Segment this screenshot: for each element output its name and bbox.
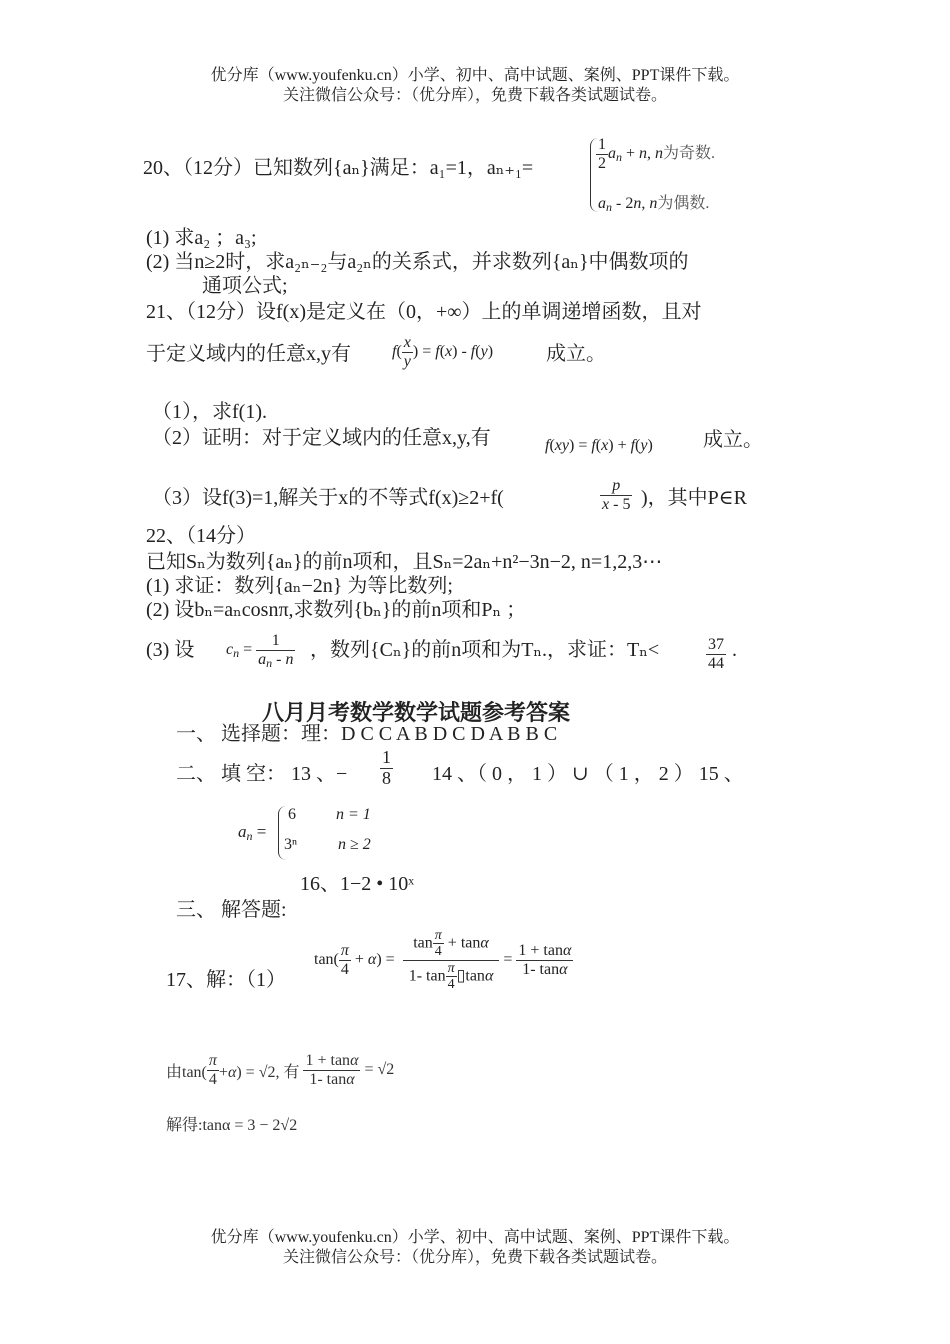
- q20-part2-cont: 通项公式;: [202, 275, 288, 297]
- q17-by-line-text: [166, 1052, 167, 1053]
- q22-stem: 22、（14分）: [146, 525, 256, 547]
- q21-part3-frac: $\frac{p}{x - 5}$: [602, 477, 631, 513]
- q21-line2-text: 于定义域内的任意x,y有: [146, 343, 351, 365]
- q17-solve-line: 解得:tanα = 3 − 2√2: [166, 1117, 298, 1134]
- q21-part3: （3）设f(3)=1,解关于x的不等式f(x)≥2+f(: [152, 487, 504, 509]
- q21-line2-end: 成立。: [546, 343, 606, 365]
- q17-by-line: 由tan( $\frac{\pi}{4}$ +α) = √2, 有 $\frac{1 + \tan\alpha}{1- \tan\alpha}$ = √2: [166, 1052, 395, 1088]
- q20-stem: 20、（12分）已知数列{aₙ}满足：a₁=1，aₙ₊₁=: [143, 157, 534, 179]
- answers-fill: [176, 762, 347, 786]
- answers-choice: 一、 选择题：理：D C C A B D C D A B B C: [176, 723, 558, 745]
- q22-part3-end: .: [732, 639, 737, 661]
- footer-line-1: 优分库（www.youfenku.cn）小学、初中、高中试题、案例、PPT课件下载。: [210, 1229, 740, 1246]
- q22-bound-den: 44: [708, 654, 724, 672]
- q20-case2: $a_n - 2n$, n为偶数.: [598, 195, 710, 214]
- q21-part2: （2）证明：对于定义域内的任意x,y,有: [152, 427, 491, 449]
- answers-title: 八月月考数学数学试题参考答案: [262, 700, 571, 725]
- q22-part3: (3) 设: [146, 639, 195, 661]
- q22-part2: (2) 设bₙ=aₙcosnπ,求数列{bₙ}的前n项和Pₙ ；: [146, 599, 527, 621]
- answers-frac-num: 1: [382, 747, 391, 767]
- q22-part1: (1) 求证：数列{aₙ−2n} 为等比数列;: [146, 575, 453, 597]
- q22-given: 已知Sₙ为数列{aₙ}的前n项和，且Sₙ=2aₙ+n²−3n−2, n=1,2,3⋯: [146, 551, 663, 573]
- an-case1-value: 6: [288, 806, 296, 823]
- answers-16: 16、1−2 • 10ˣ: [300, 873, 415, 895]
- an-label: $a_n$ =: [238, 822, 267, 843]
- q20-part2: (2) 当n≥2时，求a₂ₙ₋₂与a₂ₙ的关系式，并求数列{aₙ}中偶数项的: [146, 251, 689, 273]
- q20-part1: (1) 求a₂ ；a₃;: [146, 227, 257, 249]
- q21-part3-end: )，其中P∈R: [641, 487, 747, 509]
- q17-label: 17、解：（1）: [166, 969, 286, 991]
- q20-case1: $\frac{1}{2}$ $a_n + n$, n为奇数.: [598, 136, 716, 172]
- q22-cn-def: $c_n$ = $\frac{1}{a_n - n}$: [226, 632, 294, 670]
- q21-formula: f( $\frac{x}{y}$ ) = f(x) - f(y): [392, 334, 494, 370]
- footer-line-2: 关注微信公众号：（优分库），免费下载各类试题试卷。: [282, 1249, 667, 1266]
- q22-bound-frac: [706, 636, 726, 672]
- answers-section3: 三、 解答题:: [176, 899, 287, 921]
- an-case1-cond: n = 1: [336, 806, 371, 823]
- q21-part1: （1），求f(1).: [152, 401, 267, 423]
- q20-case1-text: 为奇数.: [663, 144, 716, 162]
- answers-fill-frac: [380, 748, 393, 789]
- an-case2-cond: n ≥ 2: [338, 836, 371, 853]
- answers-fill-rest: 14 、（ 0 ， 1 ） ∪ （ 1 ， 2 ） 15 、: [432, 763, 744, 785]
- answers-frac-den: 8: [382, 767, 391, 788]
- header-line-2: 关注微信公众号：（优分库），免费下载各类试题试卷。: [282, 87, 667, 104]
- q17-formula: tan( $\frac{\pi}{4}$ + α) = tan $\frac{\pi}{4}$ + tanα 1- tan $\frac{\pi}{4}$ ▯tanα = $\frac{1 + \tan\alpha}{1- \tan\alpha}$: [314, 928, 572, 993]
- q20-case2-text: 为偶数.: [657, 195, 710, 212]
- answers-fill-prefix: 二、 填 空： 13 、−: [176, 763, 348, 785]
- an-case2-value: 3ⁿ: [284, 836, 298, 853]
- q22-part3-text: ，数列{Cₙ}的前n项和为Tₙ.，求证：Tₙ<: [310, 639, 660, 661]
- q21-part2-end: 成立。: [703, 429, 763, 451]
- q22-bound-num: 37: [708, 636, 724, 653]
- q21-part2-formula: f(xy) = f(x) + f(y): [545, 437, 653, 454]
- header-line-1: 优分库（www.youfenku.cn）小学、初中、高中试题、案例、PPT课件下载。: [210, 67, 740, 84]
- q21-line2: [146, 342, 351, 366]
- q21-stem: 21、（12分）设f(x)是定义在（0，+∞）上的单调递增函数，且对: [146, 301, 702, 323]
